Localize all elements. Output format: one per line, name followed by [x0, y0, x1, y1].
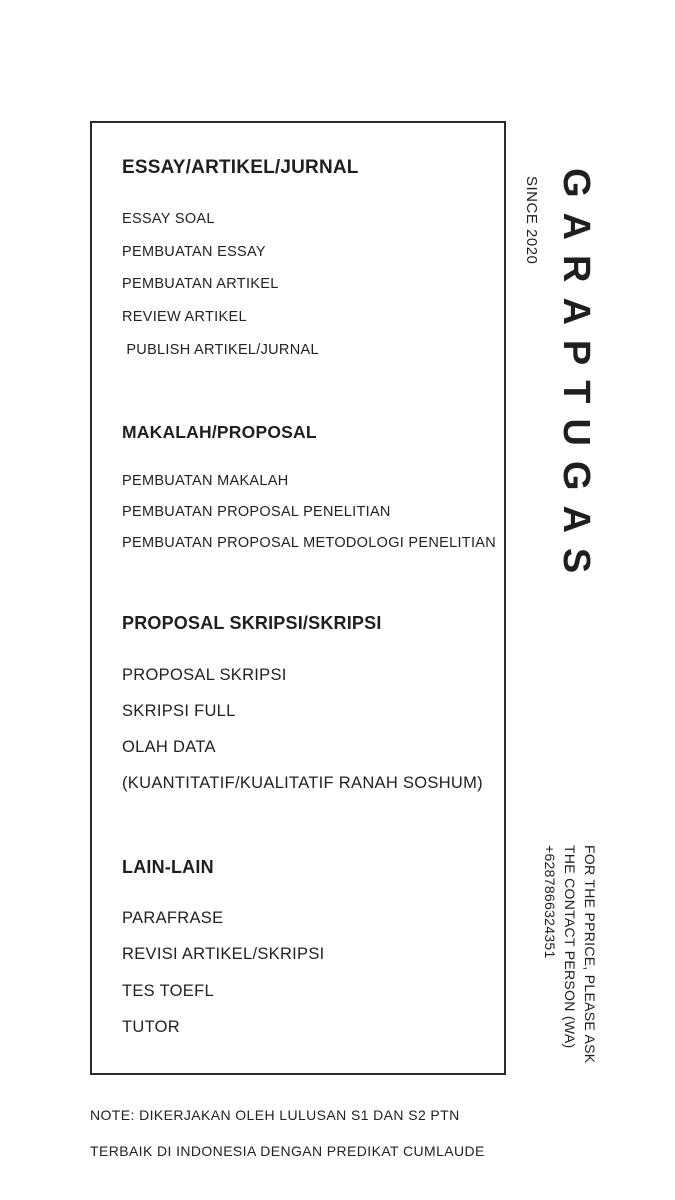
note-line-2: TERBAIK DI INDONESIA DENGAN PREDIKAT CUMLAUDE — [90, 1143, 485, 1159]
service-item: (KUANTITATIF/KUALITATIF RANAH SOSHUM) — [122, 774, 483, 792]
service-item: PEMBUATAN PROPOSAL PENELITIAN — [122, 504, 391, 520]
service-item: REVIEW ARTIKEL — [122, 309, 247, 325]
section-title-lain-lain: LAIN-LAIN — [122, 857, 214, 877]
note-line-1: NOTE: DIKERJAKAN OLEH LULUSAN S1 DAN S2 PTN — [90, 1107, 460, 1123]
contact-info — [540, 845, 600, 1063]
service-item: PEMBUATAN ARTIKEL — [122, 276, 279, 292]
service-item: PEMBUATAN ESSAY — [122, 244, 266, 260]
service-item: PUBLISH ARTIKEL/JURNAL — [122, 342, 319, 358]
service-item: PROPOSAL SKRIPSI — [122, 666, 287, 684]
service-item: TUTOR — [122, 1018, 181, 1036]
section-title-makalah: MAKALAH/PROPOSAL — [122, 422, 317, 442]
section-title-skripsi: PROPOSAL SKRIPSI/SKRIPSI — [122, 613, 382, 633]
service-item: PEMBUATAN PROPOSAL METODOLOGI PENELITIAN — [122, 535, 497, 551]
service-item: ESSAY SOAL — [122, 211, 215, 227]
contact-phone: +6287866324351 — [542, 845, 558, 959]
service-item: PEMBUATAN MAKALAH — [122, 473, 289, 489]
service-item: PARAFRASE — [122, 909, 224, 927]
service-item: TES TOEFL — [122, 982, 214, 1000]
contact-line-2: THE CONTACT PERSON (WA) — [562, 845, 578, 1049]
service-item: REVISI ARTIKEL/SKRIPSI — [122, 945, 325, 963]
brand-wordmark: GARAPTUGAS — [555, 168, 597, 589]
contact-line-1: FOR THE PPRICE, PLEASE ASK — [582, 845, 598, 1064]
section-title-essay: ESSAY/ARTIKEL/JURNAL — [122, 157, 359, 178]
service-item: SKRIPSI FULL — [122, 702, 236, 720]
since-label: SINCE 2020 — [523, 176, 540, 265]
service-item: OLAH DATA — [122, 738, 216, 756]
services-menu-box — [90, 121, 506, 1075]
